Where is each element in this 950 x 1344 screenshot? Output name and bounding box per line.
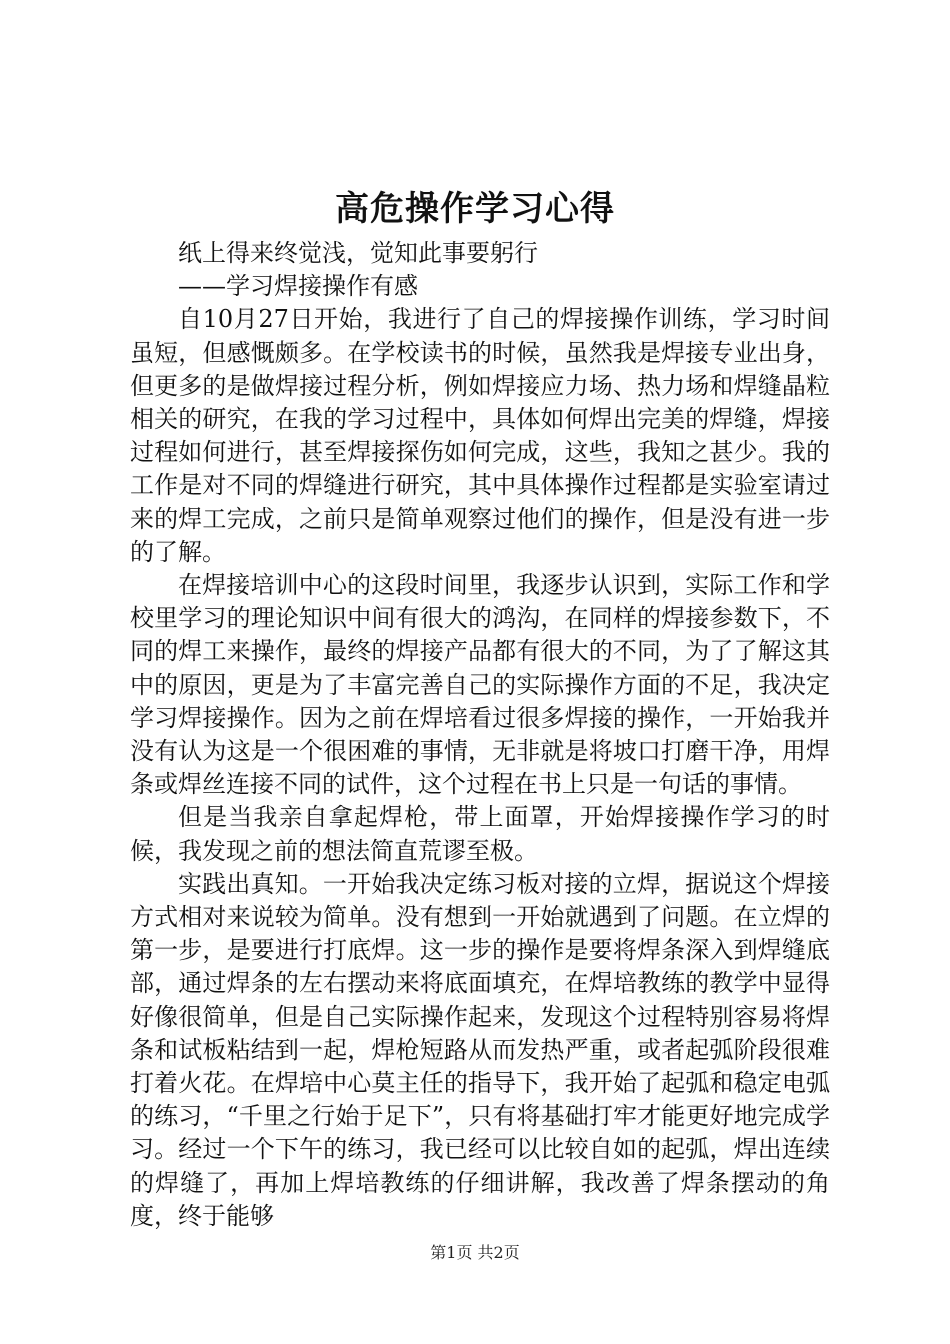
document-body	[130, 237, 830, 1233]
document-title: 高危操作学习心得	[335, 189, 615, 229]
body-paragraph-4: 实践出真知。一开始我决定练习板对接的立焊，据说这个焊接方式相对来说较为简单。没有想到一开始就遇到了问题。在立焊的第一步，是要进行打底焊。这一步的操作是要将焊条深入到焊缝底部，通过焊条的左右摆动来将底面填充，在焊培教练的教学中显得好像很简单，但是自己实际操作起来，发现这个过程特别容易将焊条和试板粘结到一起，焊枪短路从而发热严重，或者起弧阶段很难打着火花。在焊培中心莫主任的指导下，我开始了起弧和稳定电弧的练习，“千里之行始于足下”，只有将基础打牢才能更好地完成学习。经过一个下午的练习，我已经可以比较自如的起弧，焊出连续的焊缝了，再加上焊培教练的仔细讲解，我改善了焊条摆动的角度，终于能够	[130, 869, 830, 1230]
body-paragraph-2: 在焊接培训中心的这段时间里，我逐步认识到，实际工作和学校里学习的理论知识中间有很大的鸿沟，在同样的焊接参数下，不同的焊工来操作，最终的焊接产品都有很大的不同，为了了解这其中的原因，更是为了丰富完善自己的实际操作方面的不足，我决定学习焊接操作。因为之前在焊培看过很多焊接的操作，一开始我并没有认为这是一个很困难的事情，无非就是将坡口打磨干净，用焊条或焊丝连接不同的试件，这个过程在书上只是一句话的事情。	[130, 571, 830, 799]
body-paragraph-1: 自10月27日开始，我进行了自己的焊接操作训练，学习时间虽短，但感慨颇多。在学校读书的时候，虽然我是焊接专业出身，但更多的是做焊接过程分析，例如焊接应力场、热力场和焊缝晶粒相关的研究，在我的学习过程中，具体如何焊出完美的焊缝，焊接过程如何进行，甚至焊接探伤如何完成，这些，我知之甚少。我的工作是对不同的焊缝进行研究，其中具体操作过程都是实验室请过来的焊工完成，之前只是简单观察过他们的操作，但是没有进一步的了解。	[130, 305, 830, 566]
subtitle-line-1: 纸上得来终觉浅，觉知此事要躬行	[178, 239, 538, 267]
page-number-footer: 第1页 共2页	[430, 1243, 520, 1262]
body-paragraph-3: 但是当我亲自拿起焊枪，带上面罩，开始焊接操作学习的时候，我发现之前的想法简直荒谬至极。	[130, 803, 830, 865]
subtitle-line-2: ——学习焊接操作有感	[178, 272, 418, 301]
